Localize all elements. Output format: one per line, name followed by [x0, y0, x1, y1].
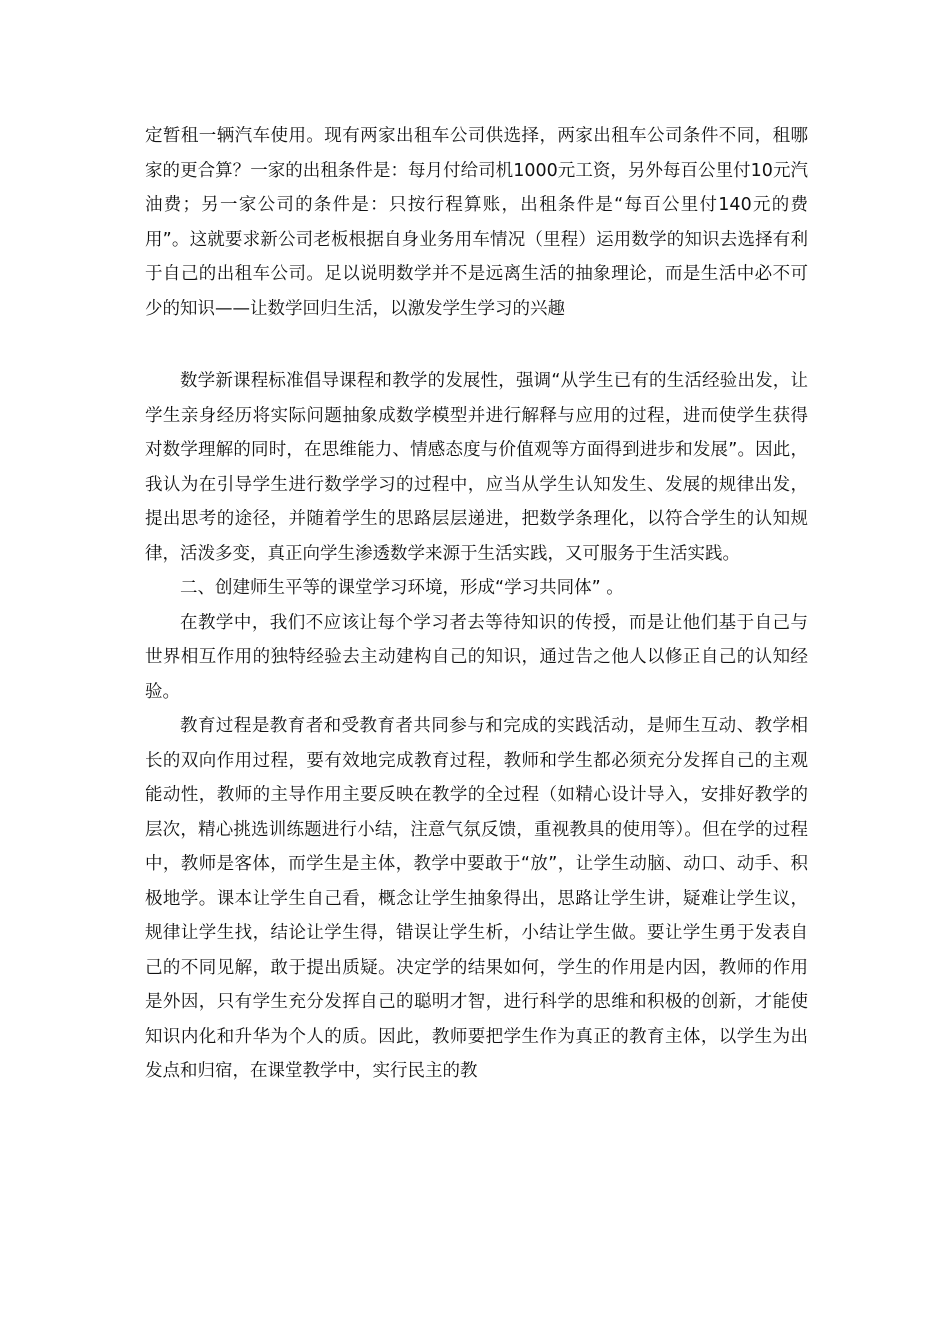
paragraph-constructivism: 在教学中，我们不应该让每个学习者去等待知识的传授，而是让他们基于自己与世界相互作用的独特经验去主动建构自己的知识，通过告之他人以修正自己的认知经验。	[145, 612, 808, 702]
paragraph-education-process: 教育过程是教育者和受教育者共同参与和完成的实践活动，是师生互动、教学相长的双向作用过程，要有效地完成教育过程，教师和学生都必须充分发挥自己的主观能动性，教师的主导作用主要反映在教学的全过程（如精心设计导入，安排好教学的层次，精心挑选训练题进行小结，注意气氛反馈，重视教具的使用等）。但在学的过程中，教师是客体，而学生是主体，教学中要敢于“放”，让学生动脑、动口、动手、积极地学。课本让学生自己看，概念让学生抽象得出，思路让学生讲，疑难让学生议，规律让学生找，结论让学生得，错误让学生析，小结让学生做。要让学生勇于发表自己的不同见解，敢于提出质疑。决定学的结果如何，学生的作用是内因，教师的作用是外因，只有学生充分发挥自己的聪明才智，进行科学的思维和积极的创新，才能使知识内化和升华为个人的质。因此，教师要把学生作为真正的教育主体，以学生为出发点和归宿，在课堂教学中，实行民主的教	[145, 716, 808, 1081]
document-body	[145, 119, 808, 1089]
paragraph-rental-example: 定暂租一辆汽车使用。现有两家出租车公司供选择，两家出租车公司条件不同，租哪家的更合算？一家的出租条件是：每月付给司机1000元工资，另外每百公里付10元汽油费；另一家公司的条件是：只按行程算账，出租条件是“每百公里付140元的费用”。这就要求新公司老板根据自身业务用车情况（里程）运用数学的知识去选择有利于自己的出租车公司。足以说明数学并不是远离生活的抽象理论，而是生活中必不可少的知识——让数学回归生活，以激发学生学习的兴趣	[145, 126, 808, 319]
paragraph-curriculum-standard: 数学新课程标准倡导课程和教学的发展性，强调“从学生已有的生活经验出发，让学生亲身经历将实际问题抽象成数学模型并进行解释与应用的过程，进而使学生获得对数学理解的同时，在思维能力、情感态度与价值观等方面得到进步和发展”。因此，我认为在引导学生进行数学学习的过程中，应当从学生认知发生、发展的规律出发，提出思考的途径，并随着学生的思路层层递进，把数学条理化，以符合学生的认知规律，活泼多变，真正向学生渗透数学来源于生活实践，又可服务于生活实践。	[145, 371, 808, 564]
section-heading-learning-community: 二、创建师生平等的课堂学习环境，形成“学习共同体” 。	[180, 578, 624, 598]
paragraph-gap	[145, 326, 808, 364]
